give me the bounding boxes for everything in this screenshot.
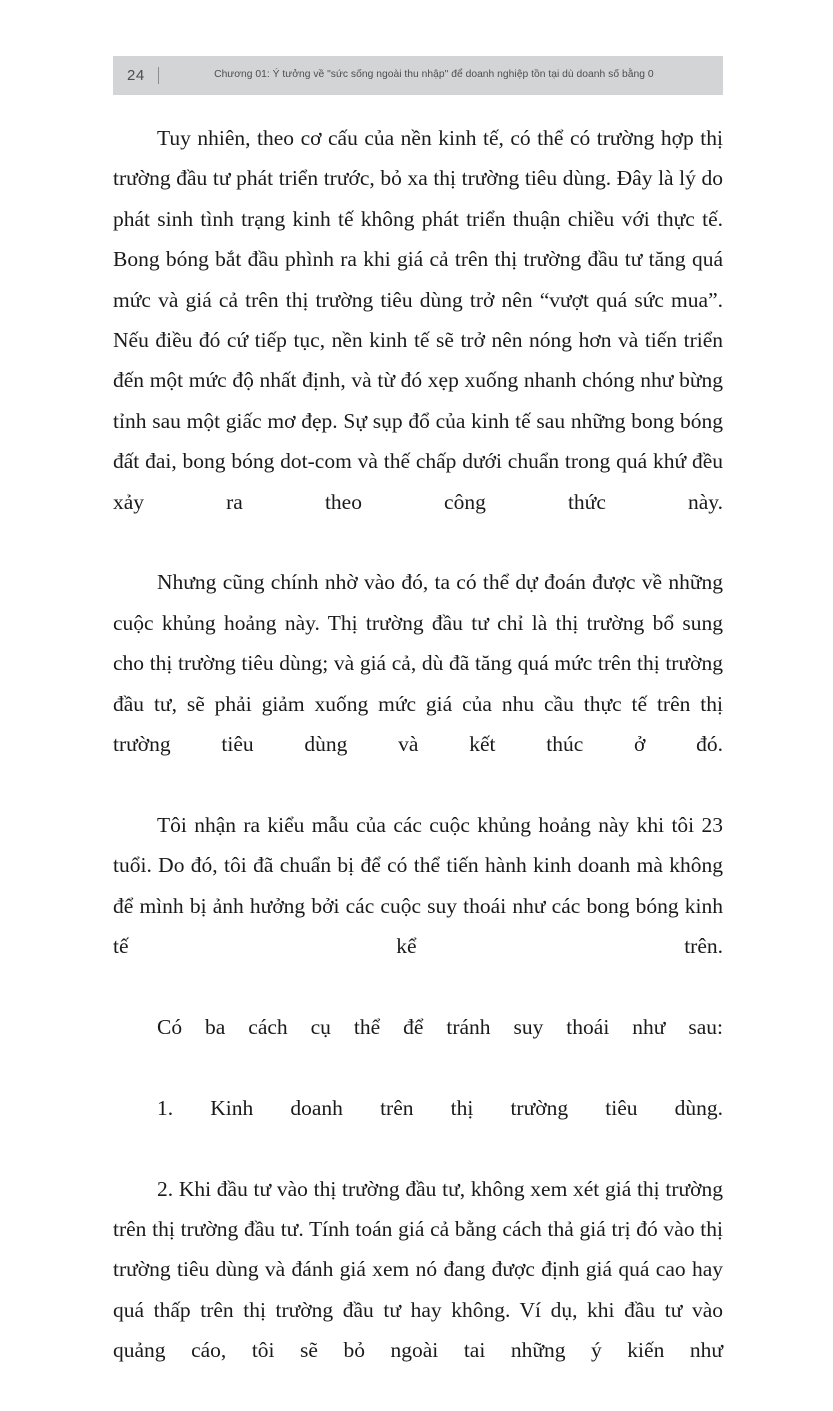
body-text-column [113, 118, 723, 1411]
numbered-list-item: 2. Khi đầu tư vào thị trường đầu tư, không xem xét giá thị trường trên thị trường đầu tư. Tính toán giá cả bằng cách thả giá trị đó vào thị trường tiêu dùng và đánh giá xem nó đang được định giá quá cao hay quá thấp trên thị trường đầu tư hay không. Ví dụ, khi đầu tư vào quảng cáo, tôi sẽ bỏ ngoài tai những ý kiến như [113, 1176, 723, 1363]
body-paragraph: Có ba cách cụ thể để tránh suy thoái như sau: [157, 1014, 723, 1039]
body-paragraph: Nhưng cũng chính nhờ vào đó, ta có thể dự đoán được về những cuộc khủng hoảng này. Thị trường đầu tư chỉ là thị trường bổ sung cho thị trường tiêu dùng; và giá cả, dù đã tăng quá mức trên thị trường đầu tư, sẽ phải giảm xuống mức giá của nhu cầu thực tế trên thị trường tiêu dùng và kết thúc ở đó. [113, 570, 723, 757]
page-number: 24 [127, 67, 145, 84]
body-paragraph: Tuy nhiên, theo cơ cấu của nền kinh tế, có thể có trường hợp thị trường đầu tư phát triển trước, bỏ xa thị trường tiêu dùng. Đây là lý do phát sinh tình trạng kinh tế không phát triển thuận chiều với thực tế. Bong bóng bắt đầu phình ra khi giá cả trên thị trường đầu tư tăng quá mức và giá cả trên thị trường tiêu dùng trở nên “vượt quá sức mua”. Nếu điều đó cứ tiếp tục, nền kinh tế sẽ trở nên nóng hơn và tiến triển đến một mức độ nhất định, và từ đó xẹp xuống nhanh chóng như bừng tỉnh sau một giấc mơ đẹp. Sự sụp đổ của kinh tế sau những bong bóng đất đai, bong bóng dot-com và thế chấp dưới chuẩn trong quá khứ đều xảy ra theo công thức này. [113, 126, 723, 514]
body-paragraph: Tôi nhận ra kiểu mẫu của các cuộc khủng hoảng này khi tôi 23 tuổi. Do đó, tôi đã chuẩn bị để có thể tiến hành kinh doanh mà không để mình bị ảnh hưởng bởi các cuộc suy thoái như các bong bóng kinh tế kể trên. [113, 812, 723, 959]
numbered-list-item: 1. Kinh doanh trên thị trường tiêu dùng. [157, 1095, 723, 1120]
running-head [113, 56, 723, 95]
running-title: Chương 01: Ý tưởng về "sức sống ngoài thu nhập" để doanh nghiệp tồn tại dù doanh số bằng 0 [214, 69, 654, 81]
